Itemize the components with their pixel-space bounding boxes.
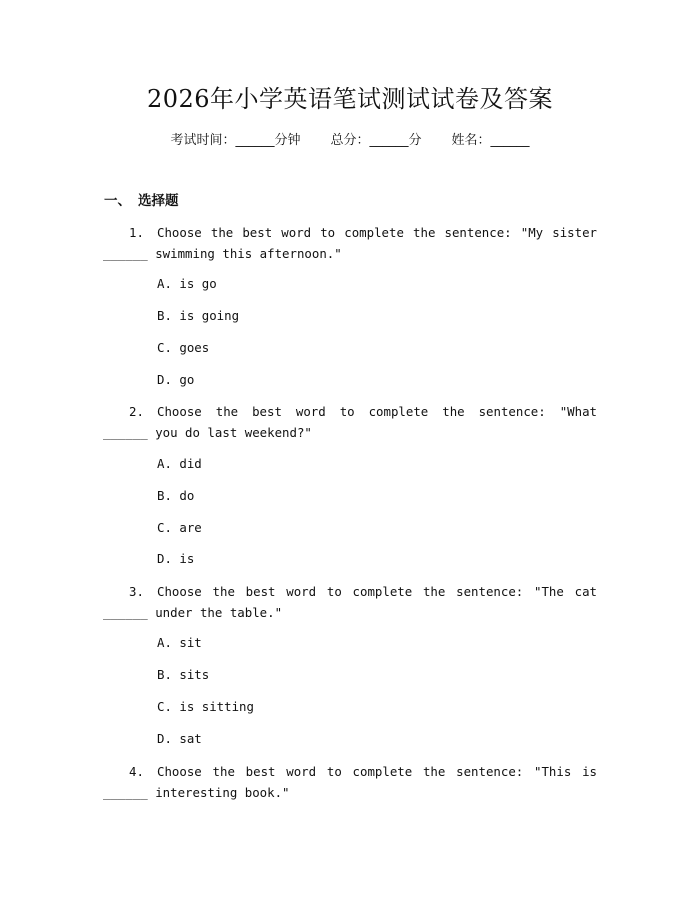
page-title: 2026年小学英语笔试测试试卷及答案 — [146, 85, 554, 113]
question-2 — [103, 401, 597, 443]
question-3 — [103, 581, 597, 623]
option-2a: A. did — [157, 456, 202, 471]
question-1 — [103, 222, 597, 264]
section-heading — [104, 191, 179, 211]
section-title: 选择题 — [138, 193, 179, 209]
question-text: Choose the best word to complete the sentence: "My sister ______ swimming this afternoon." — [103, 225, 597, 261]
question-text: Choose the best word to complete the sentence: "This is ______ interesting book." — [103, 764, 597, 800]
option-2b: B. do — [157, 488, 195, 503]
option-3a: A. sit — [157, 635, 202, 650]
time-unit: 分钟 — [274, 133, 301, 148]
question-number: 2. — [129, 404, 144, 419]
section-number: 一、 — [104, 193, 131, 209]
time-blank: ______ — [235, 133, 275, 148]
option-3d: D. sat — [157, 731, 202, 746]
question-text: Choose the best word to complete the sentence: "What ______ you do last weekend?" — [103, 404, 597, 440]
score-unit: 分 — [408, 133, 422, 148]
question-number: 4. — [129, 764, 144, 779]
name-label: 姓名： — [451, 133, 491, 148]
name-blank: ______ — [490, 133, 530, 148]
score-label: 总分： — [330, 133, 370, 148]
option-1a: A. is go — [157, 276, 217, 291]
option-2c: C. are — [157, 520, 202, 535]
score-blank: ______ — [369, 133, 409, 148]
option-3b: B. sits — [157, 667, 210, 682]
option-1c: C. goes — [157, 340, 210, 355]
option-2d: D. is — [157, 551, 195, 566]
question-number: 3. — [129, 584, 144, 599]
question-number: 1. — [129, 225, 144, 240]
exam-info-line — [0, 131, 700, 151]
time-label: 考试时间： — [170, 133, 236, 148]
option-1d: D. go — [157, 372, 195, 387]
option-1b: B. is going — [157, 308, 240, 323]
question-text: Choose the best word to complete the sentence: "The cat ______ under the table." — [103, 584, 597, 620]
question-4 — [103, 761, 597, 803]
option-3c: C. is sitting — [157, 699, 254, 714]
